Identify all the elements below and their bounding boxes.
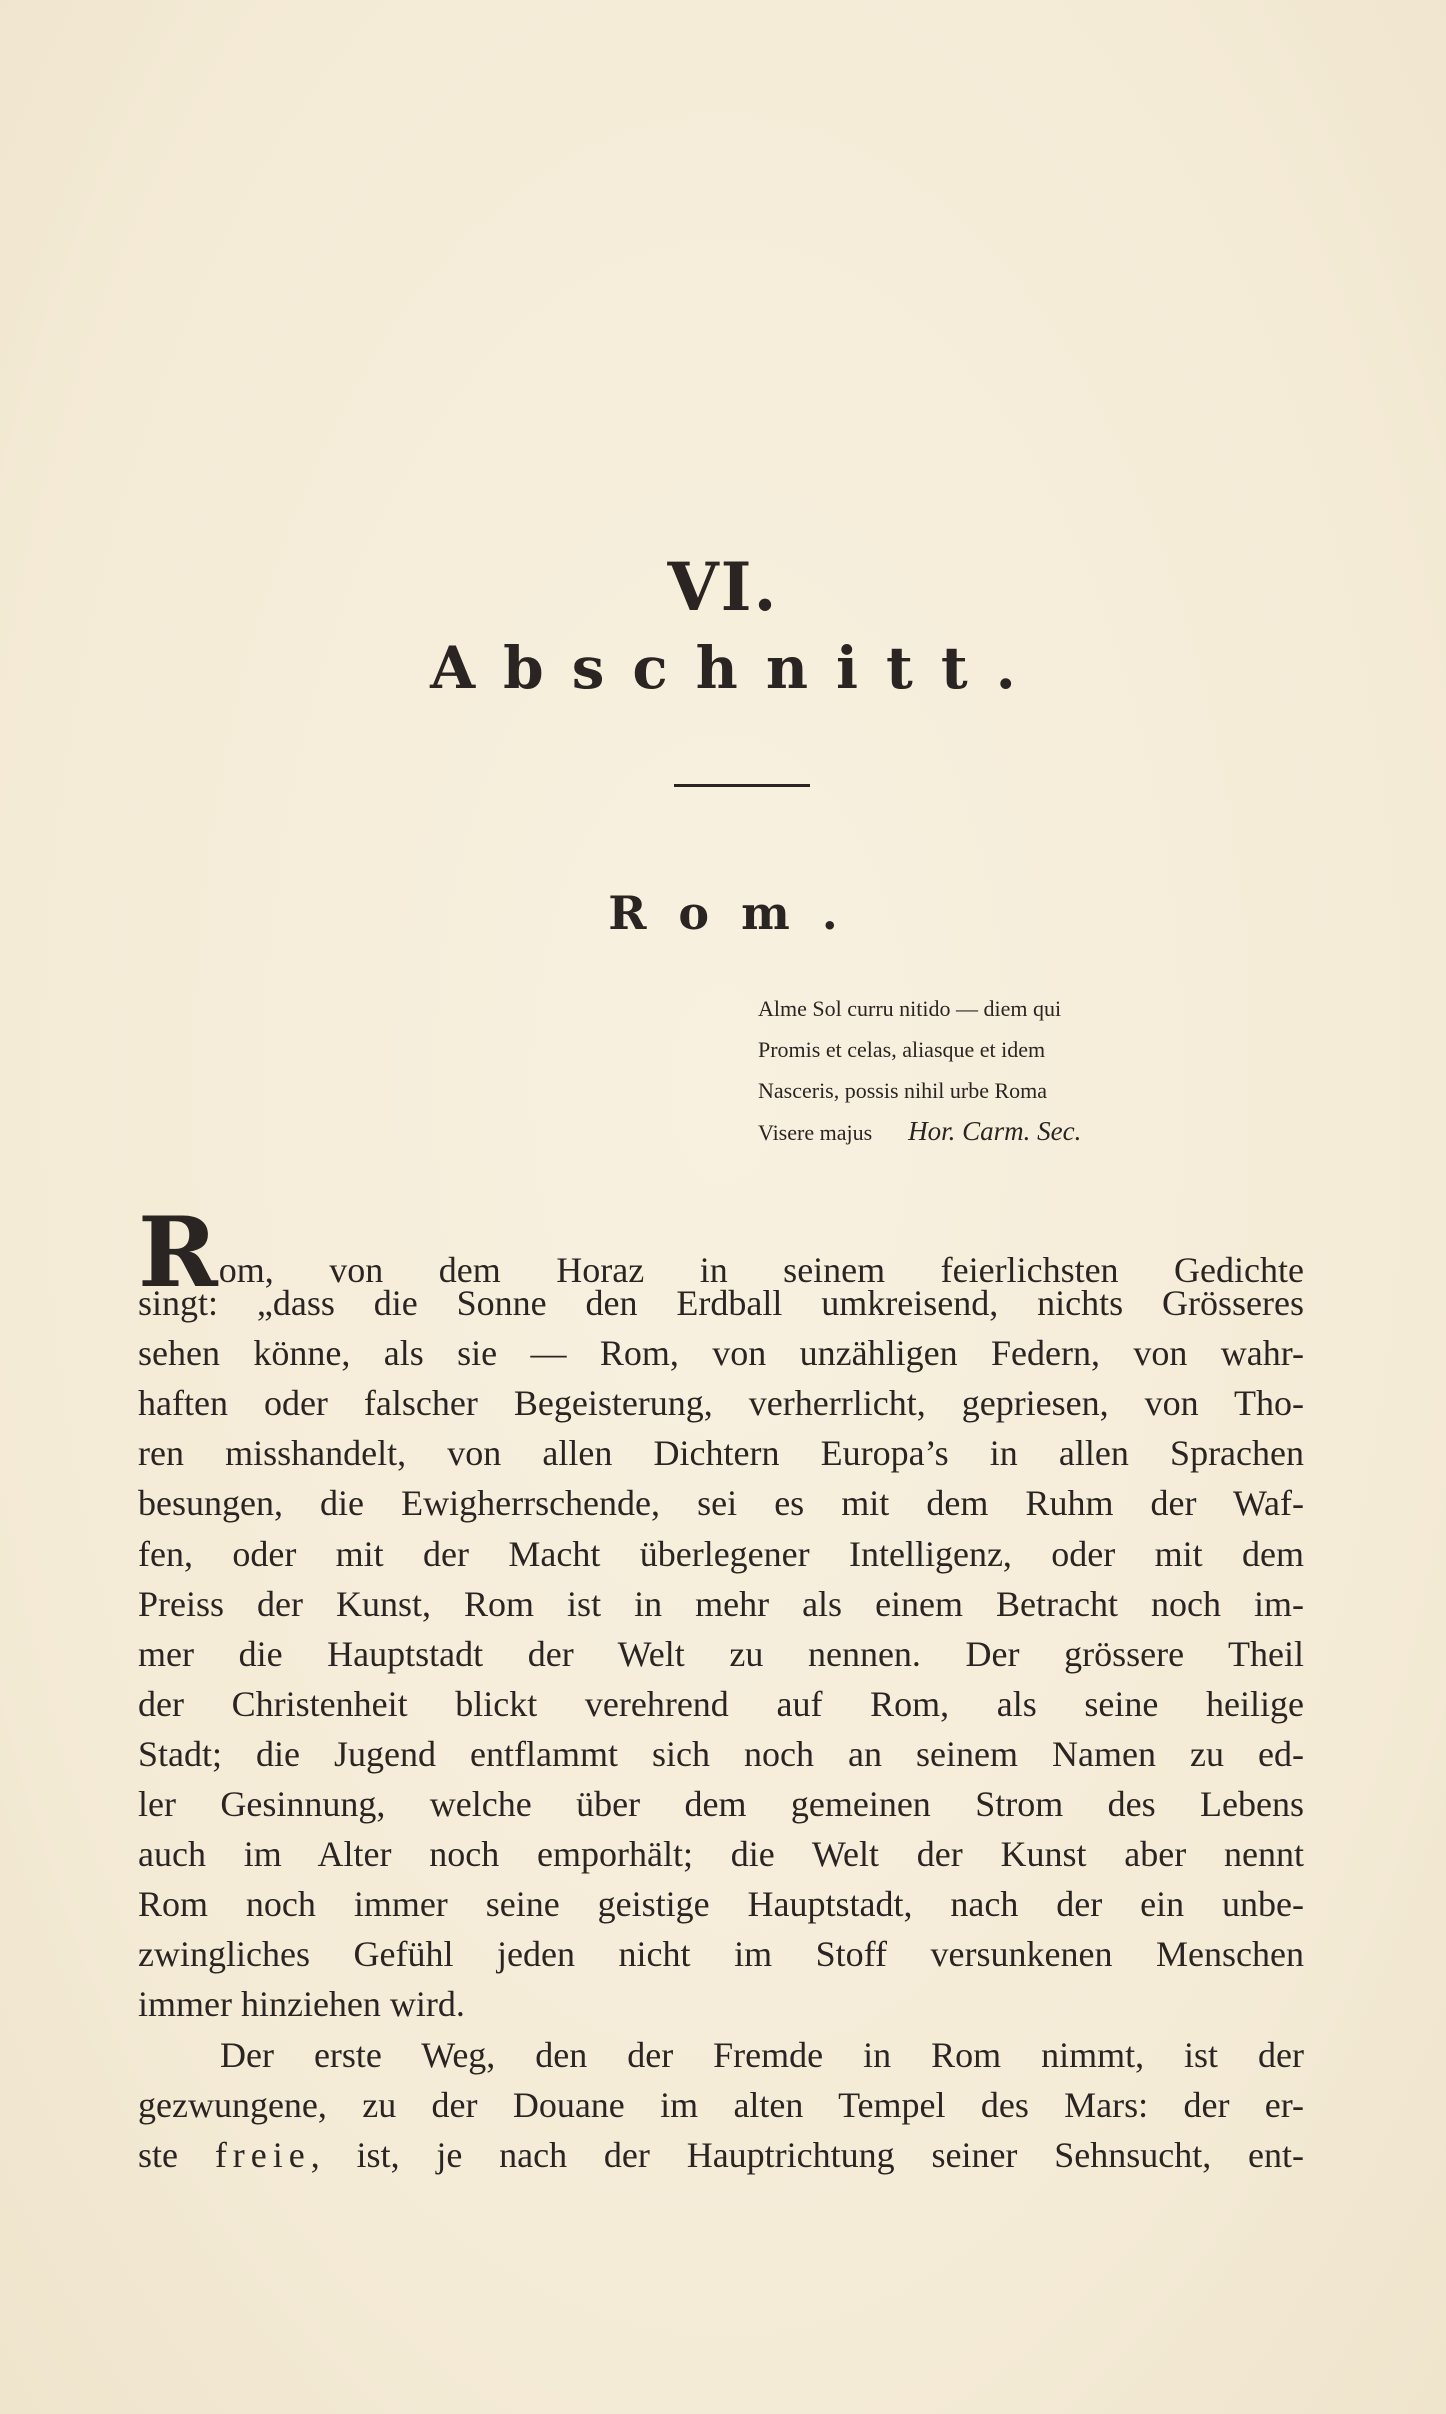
body-line: zwingliches Gefühl jeden nicht im Stoff versunkenen Menschen [138,1934,1304,1975]
motto-line: Alme Sol curru nitido — diem qui [758,996,1062,1021]
body-line-paragraph-start: Der erste Weg, den der Fremde in Rom nimmt, ist der [220,2034,1304,2075]
chapter-heading: Abschnitt. [430,634,1044,702]
body-line: haften oder falscher Begeisterung, verherrlicht, gepriesen, von Tho- [138,1383,1304,1424]
chapter-number: VI. [667,548,779,626]
motto-line-text: Visere majus [758,1120,873,1145]
body-line: mer die Hauptstadt der Welt zu nennen. Der grössere Theil [138,1633,1304,1674]
body-line: der Christenheit blickt verehrend auf Rom, als seine heilige [138,1683,1304,1724]
body-line-page-end [138,2130,1304,2180]
body-line: sehen könne, als sie — Rom, von unzähligen Federn, von wahr- [138,1333,1304,1374]
motto-line-last [758,1111,1238,1153]
body-text [138,1196,1304,2180]
body-line: Preiss der Kunst, Rom ist in mehr als einem Betracht noch im- [138,1583,1304,1624]
motto-line: Promis et celas, aliasque et idem [758,1037,1046,1062]
emphasized-word: freie [214,2134,311,2175]
body-text-fragment: ste [138,2134,215,2175]
heading-divider [674,784,810,787]
body-line: Rom noch immer seine geistige Hauptstadt, nach der ein unbe- [138,1884,1304,1925]
body-line: ler Gesinnung, welche über dem gemeinen Strom des Lebens [138,1784,1304,1825]
latin-motto [758,988,1238,1153]
motto-citation: Hor. Carm. Sec. [908,1116,1082,1146]
body-line: singt: „dass die Sonne den Erdball umkreisend, nichts Grösseres [138,1283,1304,1324]
body-line: besungen, die Ewigherrschende, sei es mit dem Ruhm der Waf- [138,1483,1304,1524]
body-text-fragment: , ist, je nach der Hauptrichtung seiner Sehnsucht, ent- [310,2134,1304,2175]
motto-line: Nasceris, possis nihil urbe Roma [758,1078,1048,1103]
body-line: fen, oder mit der Macht überlegener Intelligenz, oder mit dem [138,1533,1304,1574]
body-line-paragraph-end: immer hinziehen wird. [138,1984,465,2025]
section-title: Rom. [608,886,870,940]
body-line: auch im Alter noch emporhält; die Welt der Kunst aber nennt [138,1834,1304,1875]
body-line: ren misshandelt, von allen Dichtern Europa’s in allen Sprachen [138,1433,1304,1474]
body-line: gezwungene, zu der Douane im alten Tempel des Mars: der er- [138,2084,1304,2125]
drop-cap: R [138,1196,218,1309]
body-line: Stadt; die Jugend entflammt sich noch an seinem Namen zu ed- [138,1733,1304,1774]
body-line-text: om, von dem Horaz in seinem feierlichsten Gedichte [218,1250,1304,1290]
